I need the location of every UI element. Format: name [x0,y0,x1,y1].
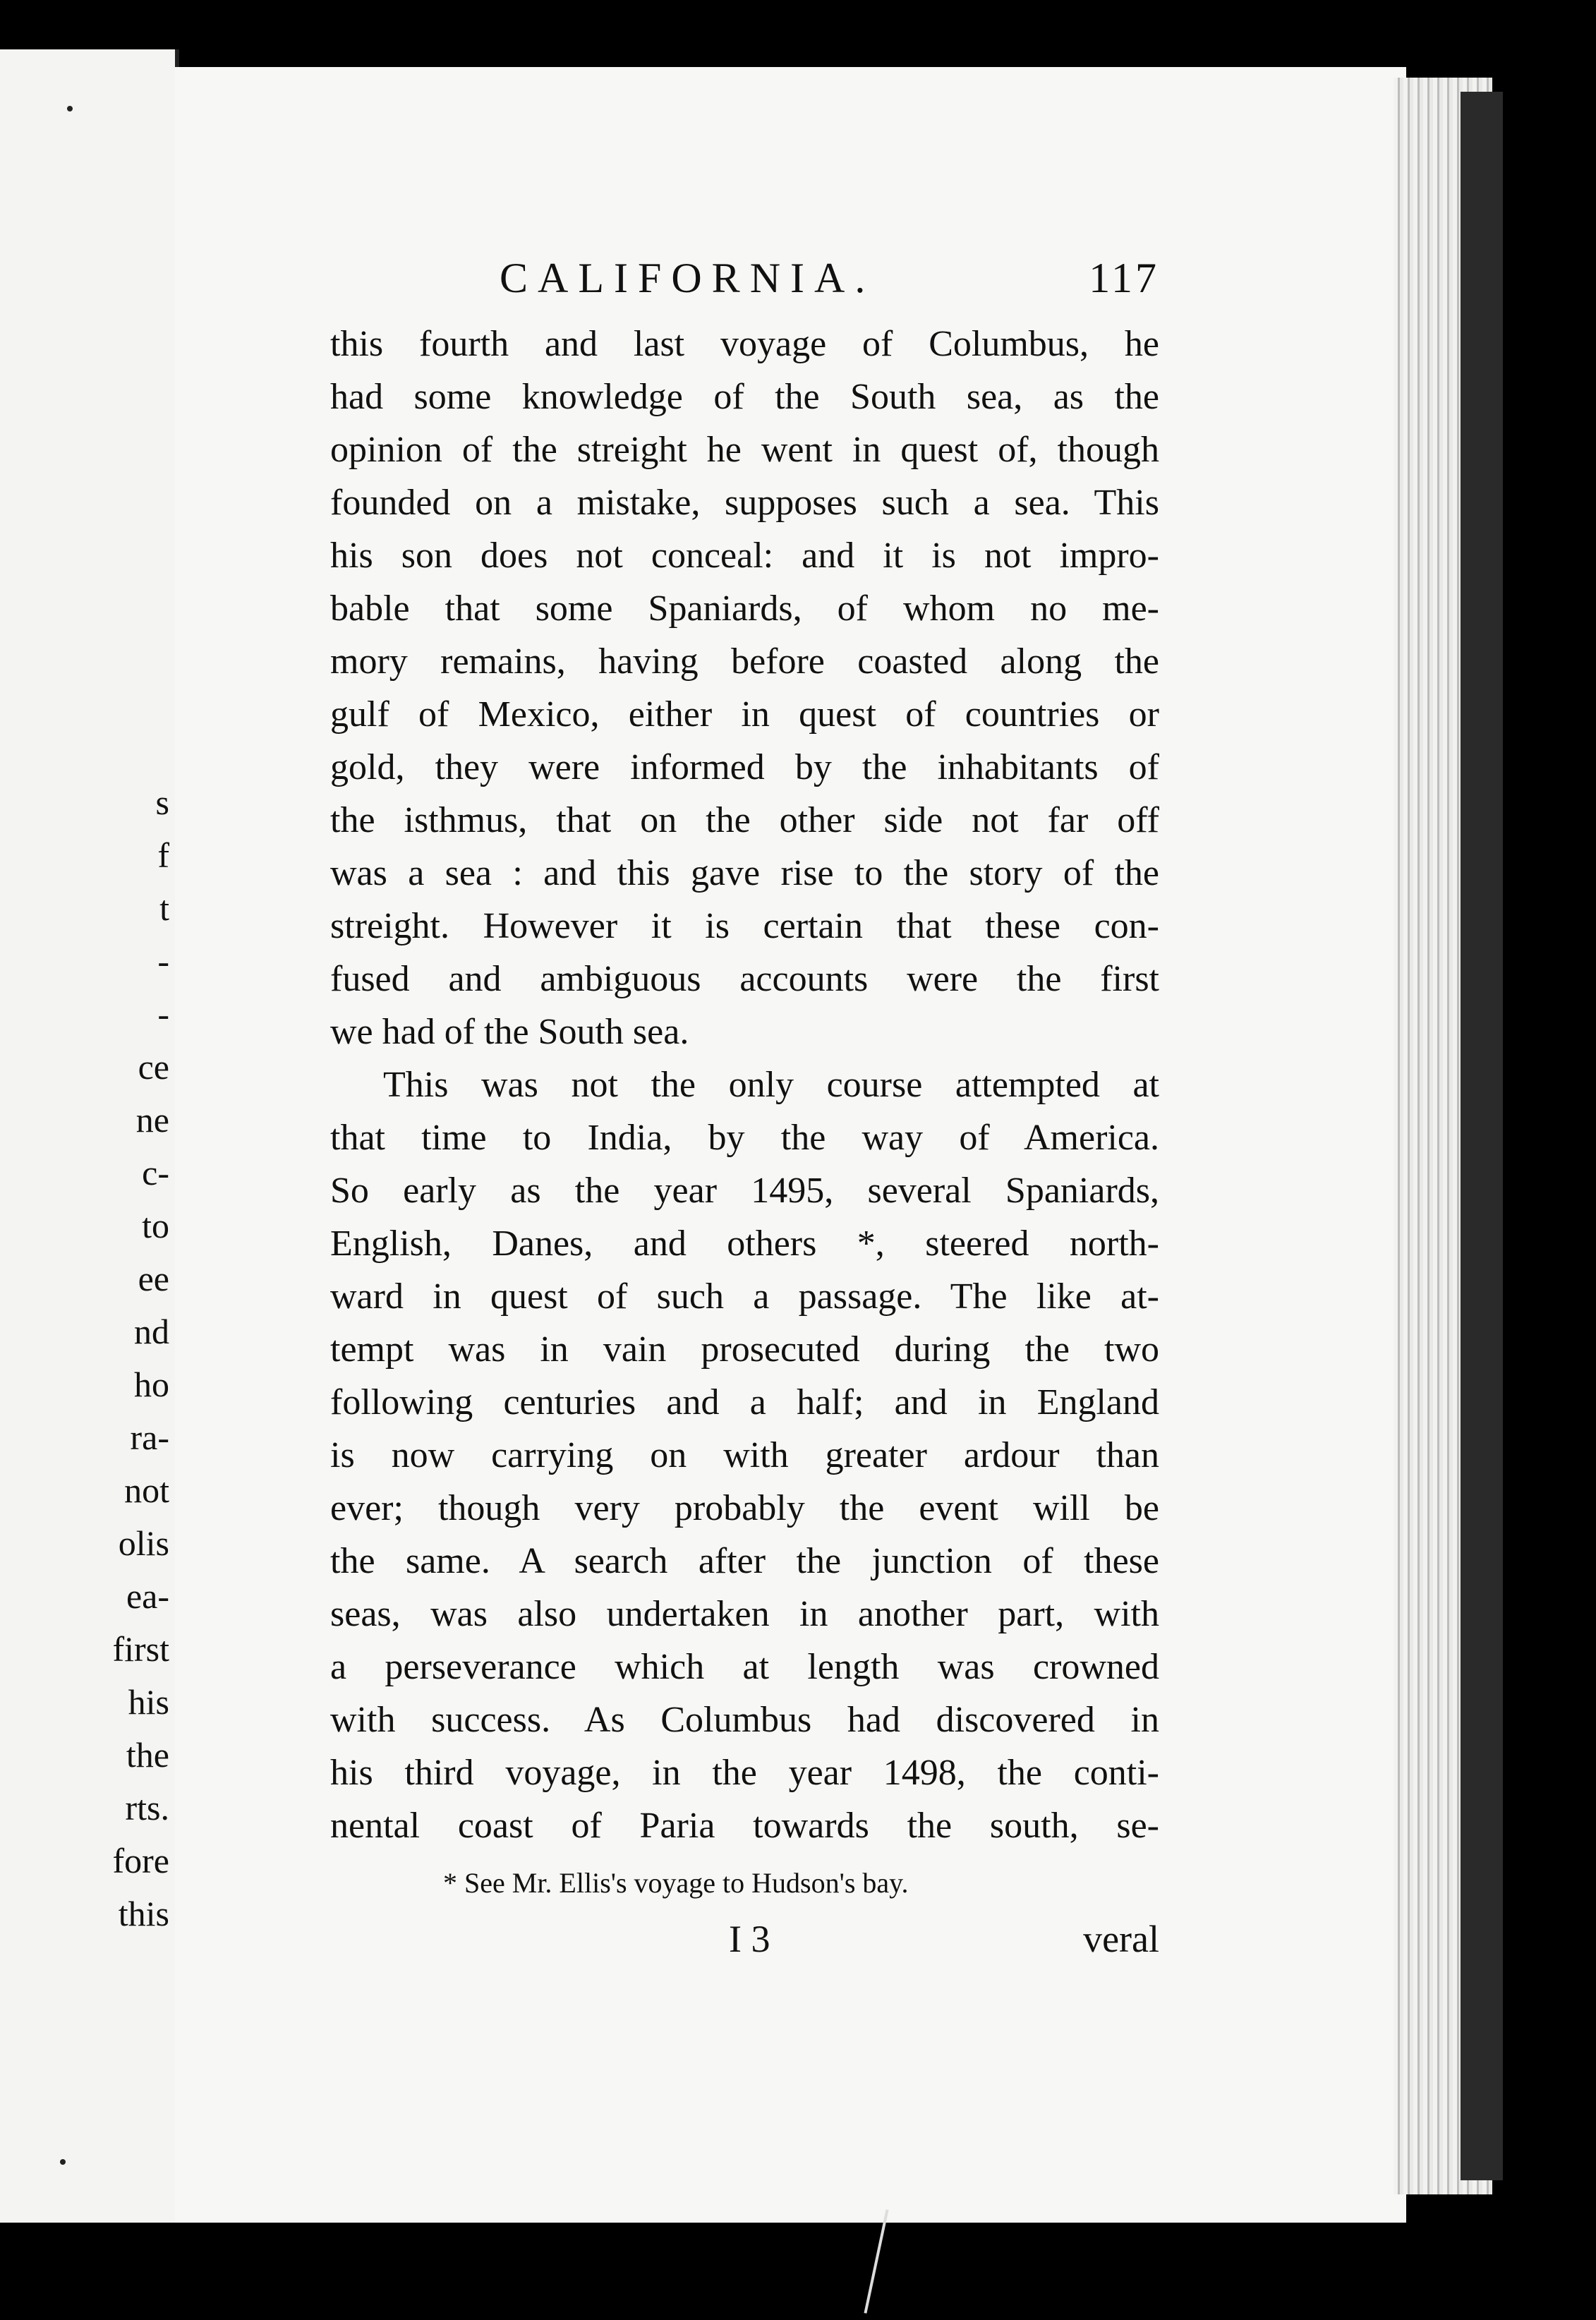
fragment-line: t [159,888,169,928]
fragment-line: s [155,783,169,822]
text-line: with success. As Columbus had discovered in [330,1700,1159,1740]
text-line: gulf of Mexico, either in quest of countries or [330,694,1159,735]
fragment-line: not [124,1470,169,1510]
text-line: a perseverance which at length was crowned [330,1647,1159,1687]
fragment-line: this [118,1894,169,1933]
fragment-line: nd [134,1312,169,1351]
fragment-line: rts. [125,1788,169,1827]
signature-mark: I 3 [729,1918,770,1960]
text-line: opinion of the streight he went in quest of, though [330,430,1159,470]
fragment-line: ra- [130,1418,169,1457]
fragment-line: the [126,1735,169,1775]
text-line: the same. A search after the junction of these [330,1541,1159,1581]
text-line: this fourth and last voyage of Columbus, he [330,324,1159,364]
text-line: his son does not conceal: and it is not impro- [330,536,1159,576]
text-line: was a sea : and this gave rise to the story of the [330,853,1159,893]
fragment-line: ee [138,1259,169,1298]
fragment-line: - [157,994,169,1034]
text-line: tempt was in vain prosecuted during the two [330,1329,1159,1370]
fragment-line: ne [135,1100,169,1140]
fragment-line: his [128,1682,169,1722]
text-line: nental coast of Paria towards the south, se- [330,1806,1159,1846]
text-line: streight. However it is certain that these con- [330,906,1159,946]
fragment-line: f [157,835,169,875]
running-head: CALIFORNIA. [500,255,876,301]
fragment-line: first [112,1629,169,1669]
fragment-line: ce [138,1047,169,1087]
facing-page-text-fragments [112,776,169,1940]
fragment-line: ho [134,1365,169,1404]
text-line: the isthmus, that on the other side not far off [330,800,1159,840]
facing-page-left [0,49,179,2223]
text-line: So early as the year 1495, several Spaniards, [330,1171,1159,1211]
page-header [330,240,1159,318]
fragment-line: fore [112,1841,169,1880]
fragment-line: c- [142,1153,169,1192]
scan-artifact [864,2209,888,2314]
page-number: 117 [1089,255,1159,301]
text-line: ever; though very probably the event will be [330,1488,1159,1528]
ink-speck [60,2159,66,2165]
text-line: This was not the only course attempted at [383,1065,1159,1105]
text-line: gold, they were informed by the inhabitants of [330,747,1159,787]
fragment-line: to [142,1206,169,1245]
text-line: seas, was also undertaken in another part, with [330,1594,1159,1634]
text-line: English, Danes, and others *, steered north- [330,1224,1159,1264]
text-line: founded on a mistake, supposes such a sea. This [330,483,1159,523]
catchword: veral [1083,1918,1159,1960]
text-line: ward in quest of such a passage. The like at- [330,1276,1159,1317]
fragment-line: ea- [126,1576,169,1616]
body-text [330,318,1159,1852]
text-line: that time to India, by the way of America. [330,1118,1159,1158]
ink-speck [67,106,73,111]
page-text-block [330,240,1159,1974]
page-footer [330,1910,1159,1974]
text-line: his third voyage, in the year 1498, the conti- [330,1753,1159,1793]
text-line: following centuries and a half; and in England [330,1382,1159,1422]
fragment-line: olis [118,1523,169,1563]
text-line: fused and ambiguous accounts were the first [330,959,1159,999]
text-line: mory remains, having before coasted along the [330,641,1159,682]
text-line: is now carrying on with greater ardour than [330,1435,1159,1475]
text-line: had some knowledge of the South sea, as the [330,377,1159,417]
binding-shadow [1461,92,1503,2180]
footnote: * See Mr. Ellis's voyage to Hudson's bay. [443,1867,909,1899]
text-line: bable that some Spaniards, of whom no me- [330,588,1159,629]
fragment-line: - [157,941,169,981]
text-line: we had of the South sea. [330,1012,689,1052]
